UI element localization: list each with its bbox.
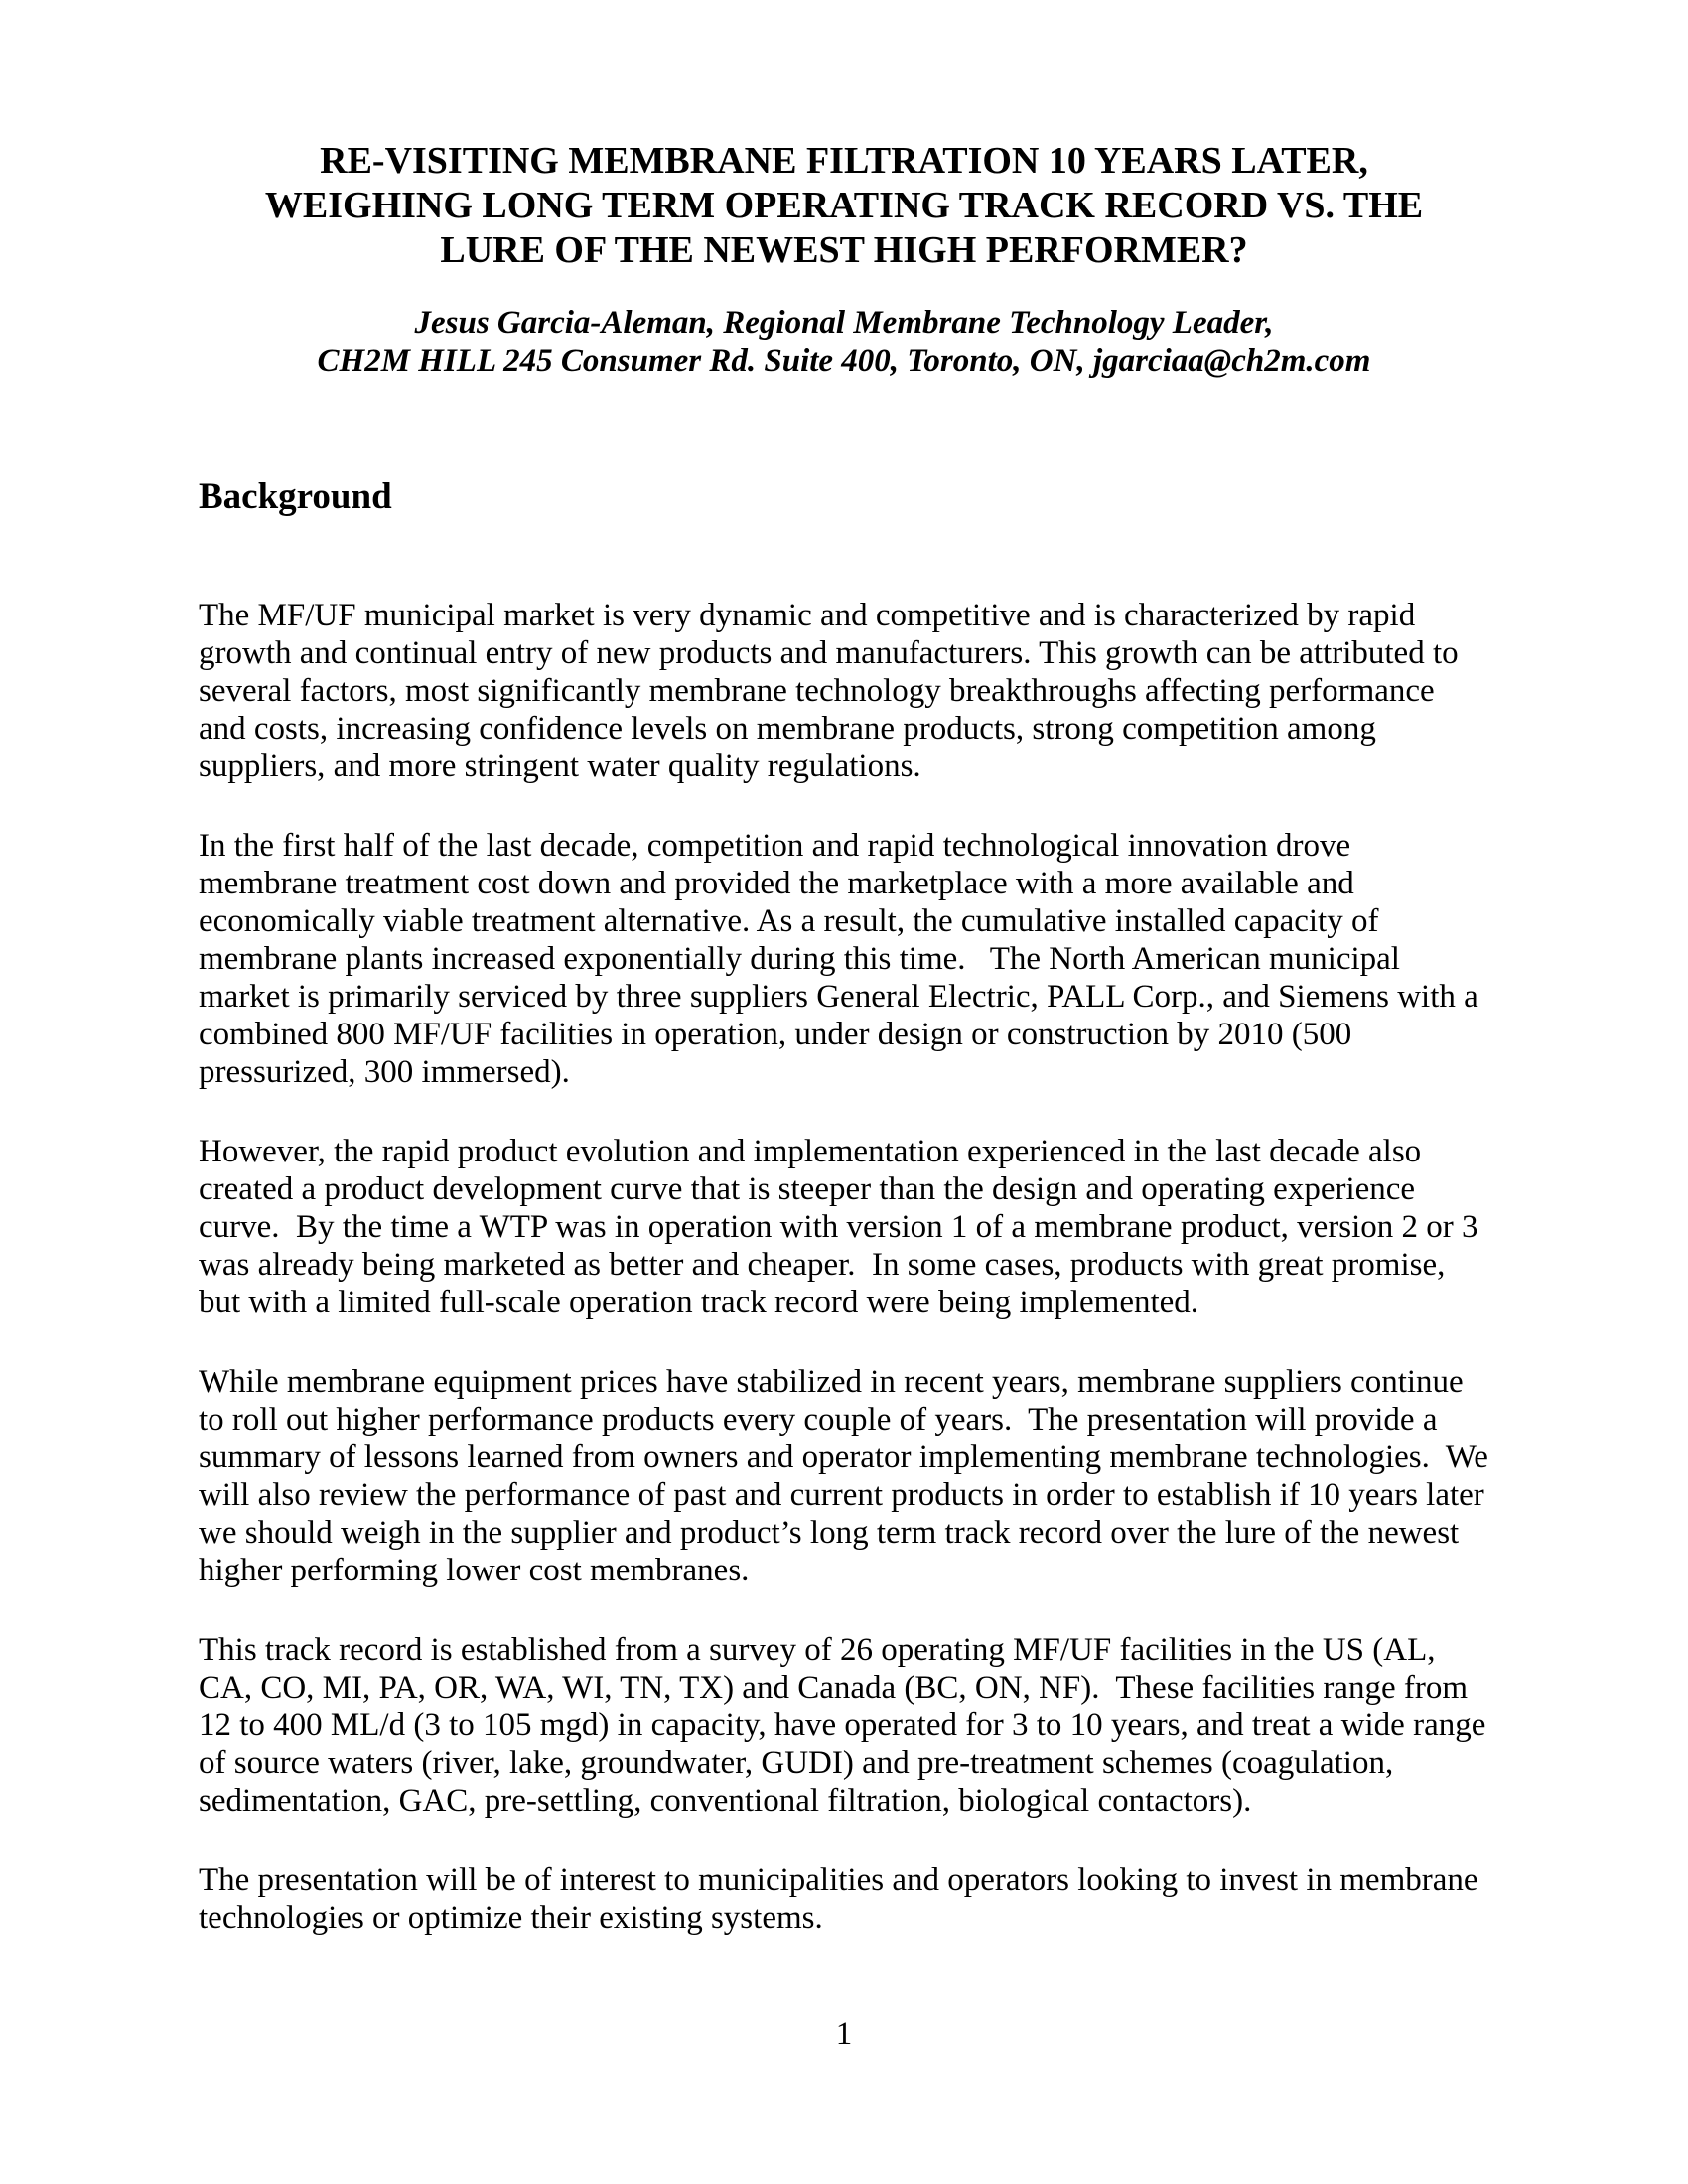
paragraph-6: The presentation will be of interest to municipalities and operators looking to invest in membrane technologies or optimize their existing systems.: [199, 1862, 1486, 1936]
title-line-1: RE-VISITING MEMBRANE FILTRATION 10 YEARS LATER,: [320, 140, 1368, 182]
paragraph-3: However, the rapid product evolution and implementation experienced in the last decade also created a product development curve that is steeper than the design and operating experience curve. By the time a WTP was in operation with version 1 of a membrane product, version 2 or 3 was already being marketed as better and cheaper. In some cases, products with great promise, but with a limited full-scale operation track record were being implemented.: [199, 1134, 1486, 1320]
title-line-3: LURE OF THE NEWEST HIGH PERFORMER?: [440, 229, 1248, 271]
page-number: 1: [835, 2016, 853, 2052]
author-block: [199, 304, 1489, 381]
paragraph-4: While membrane equipment prices have stabilized in recent years, membrane suppliers continue to roll out higher performance products every couple of years. The presentation will provide a summary of lessons learned from owners and operator implementing membrane technologies. We will also review the performance of past and current products in order to establish if 10 years later we should weigh in the supplier and product’s long term track record over the lure of the newest higher performing lower cost membranes.: [199, 1364, 1497, 1588]
author-address-email: CH2M HILL 245 Consumer Rd. Suite 400, Toronto, ON, jgarciaa@ch2m.com: [317, 343, 1371, 379]
section-heading-background: Background: [199, 477, 392, 517]
paragraph-1: The MF/UF municipal market is very dynamic and competitive and is characterized by rapid growth and continual entry of new products and manufacturers. This growth can be attributed to several factors, most significantly membrane technology breakthroughs affecting performance and costs, increasing confidence levels on membrane products, strong competition among suppliers, and more stringent water quality regulations.: [199, 598, 1467, 784]
title-line-2: WEIGHING LONG TERM OPERATING TRACK RECORD VS. THE: [264, 185, 1424, 226]
paragraph-2: In the first half of the last decade, competition and rapid technological innovation drove membrane treatment cost down and provided the marketplace with a more available and economically viable treatment alternative. As a result, the cumulative installed capacity of membrane plants increased exponentially during this time. The North American municipal market is primarily serviced by three suppliers General Electric, PALL Corp., and Siemens with a combined 800 MF/UF facilities in operation, under design or construction by 2010 (500 pressurized, 300 immersed).: [199, 828, 1487, 1090]
author-name-affiliation: Jesus Garcia-Aleman, Regional Membrane Technology Leader,: [414, 305, 1274, 341]
paragraph-5: This track record is established from a survey of 26 operating MF/UF facilities in the US (AL, CA, CO, MI, PA, OR, WA, WI, TN, TX) and Canada (BC, ON, NF). These facilities range from 12 to 400 ML/d (3 to 105 mgd) in capacity, have operated for 3 to 10 years, and treat a wide range of source waters (river, lake, groundwater, GUDI) and pre-treatment schemes (coagulation, sedimentation, GAC, pre-settling, conventional filtration, biological contactors).: [199, 1632, 1494, 1819]
paper-title: [199, 139, 1489, 273]
